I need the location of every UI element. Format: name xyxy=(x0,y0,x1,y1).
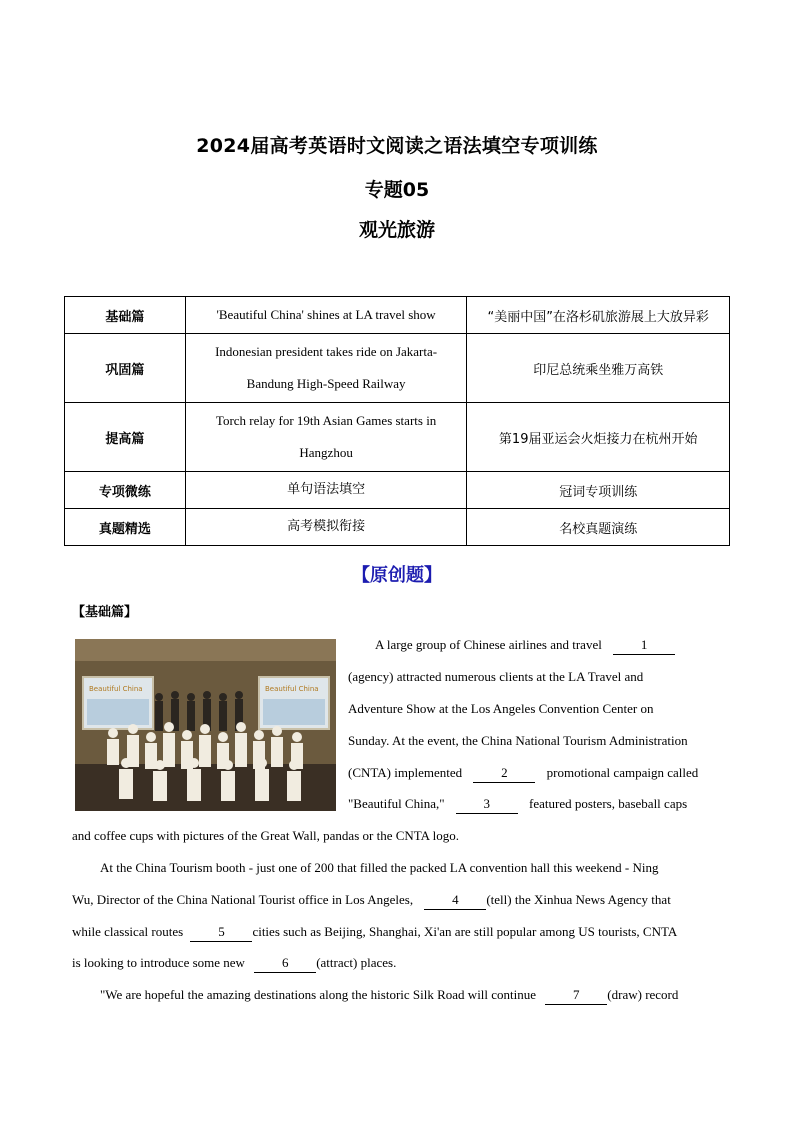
table-row xyxy=(65,297,730,334)
english-cell: 高考模拟衔接 xyxy=(185,509,467,546)
screen-text-left: Beautiful China xyxy=(89,685,143,693)
answer-blank-7[interactable]: 7 xyxy=(545,986,607,1005)
passage-line: and coffee cups with pictures of the Great Wall, pandas or the CNTA logo. xyxy=(72,828,459,843)
answer-blank-2[interactable]: 2 xyxy=(473,764,535,783)
english-cell: Indonesian president takes ride on Jakarta-Bandung High-Speed Railway xyxy=(185,334,467,403)
page-subtitle: 专题05 xyxy=(364,179,430,201)
answer-blank-5[interactable]: 5 xyxy=(190,923,252,942)
passage-line: "Beautiful China," 3 featured posters, baseball caps xyxy=(348,788,728,820)
answer-blank-3[interactable]: 3 xyxy=(456,795,518,814)
screen-text-right: Beautiful China xyxy=(265,685,319,693)
passage-line: is looking to introduce some new 6 (attract) places. xyxy=(72,947,732,979)
passage-line: (CNTA) implemented 2 promotional campaign called xyxy=(348,757,728,789)
event-photo-illustration xyxy=(75,639,336,811)
section-cell: 真题精选 xyxy=(65,509,186,546)
chinese-cell: “美丽中国”在洛杉矶旅游展上大放异彩 xyxy=(467,297,730,334)
chinese-cell: 第19届亚运会火炬接力在杭州开始 xyxy=(467,403,730,472)
title-block xyxy=(0,132,794,244)
chinese-cell: 冠词专项训练 xyxy=(467,472,730,509)
english-cell: Torch relay for 19th Asian Games starts in Hangzhou xyxy=(185,403,467,472)
section-cell: 基础篇 xyxy=(65,297,186,334)
chinese-cell: 名校真题演练 xyxy=(467,509,730,546)
passage-line: A large group of Chinese airlines and travel 1 xyxy=(375,629,725,661)
table-row xyxy=(65,509,730,546)
passage-line: Wu, Director of the China National Tourist office in Los Angeles, 4 (tell) the Xinhua News Agency that xyxy=(72,884,732,916)
overview-table xyxy=(64,296,730,546)
english-cell: 单句语法填空 xyxy=(185,472,467,509)
chinese-cell: 印尼总统乘坐雅万高铁 xyxy=(467,334,730,403)
section-cell: 提高篇 xyxy=(65,403,186,472)
event-photo xyxy=(75,639,336,811)
section-cell: 巩固篇 xyxy=(65,334,186,403)
table-row xyxy=(65,334,730,403)
passage-line: Adventure Show at the Los Angeles Convention Center on xyxy=(348,701,654,716)
passage-line: At the China Tourism booth - just one of 200 that filled the packed LA convention hall this weekend - Ning xyxy=(100,860,659,875)
sub-heading: 【基础篇】 xyxy=(72,605,138,620)
page-title: 2024届高考英语时文阅读之语法填空专项训练 xyxy=(196,135,598,157)
section-cell: 专项微练 xyxy=(65,472,186,509)
answer-blank-4[interactable]: 4 xyxy=(424,891,486,910)
english-cell: 'Beautiful China' shines at LA travel show xyxy=(185,297,467,334)
passage-line: (agency) attracted numerous clients at the LA Travel and xyxy=(348,669,644,684)
section-heading: 【原创题】 xyxy=(352,565,442,586)
table-row xyxy=(65,472,730,509)
passage-line: Sunday. At the event, the China National Tourism Administration xyxy=(348,733,688,748)
passage-line: while classical routes 5 cities such as Beijing, Shanghai, Xi'an are still popular among US tourists, CNTA xyxy=(72,916,732,948)
answer-blank-1[interactable]: 1 xyxy=(613,636,675,655)
answer-blank-6[interactable]: 6 xyxy=(254,954,316,973)
page-topic: 观光旅游 xyxy=(358,219,435,241)
passage-line: "We are hopeful the amazing destinations along the historic Silk Road will continue 7 (draw) record xyxy=(100,979,740,1011)
table-row xyxy=(65,403,730,472)
